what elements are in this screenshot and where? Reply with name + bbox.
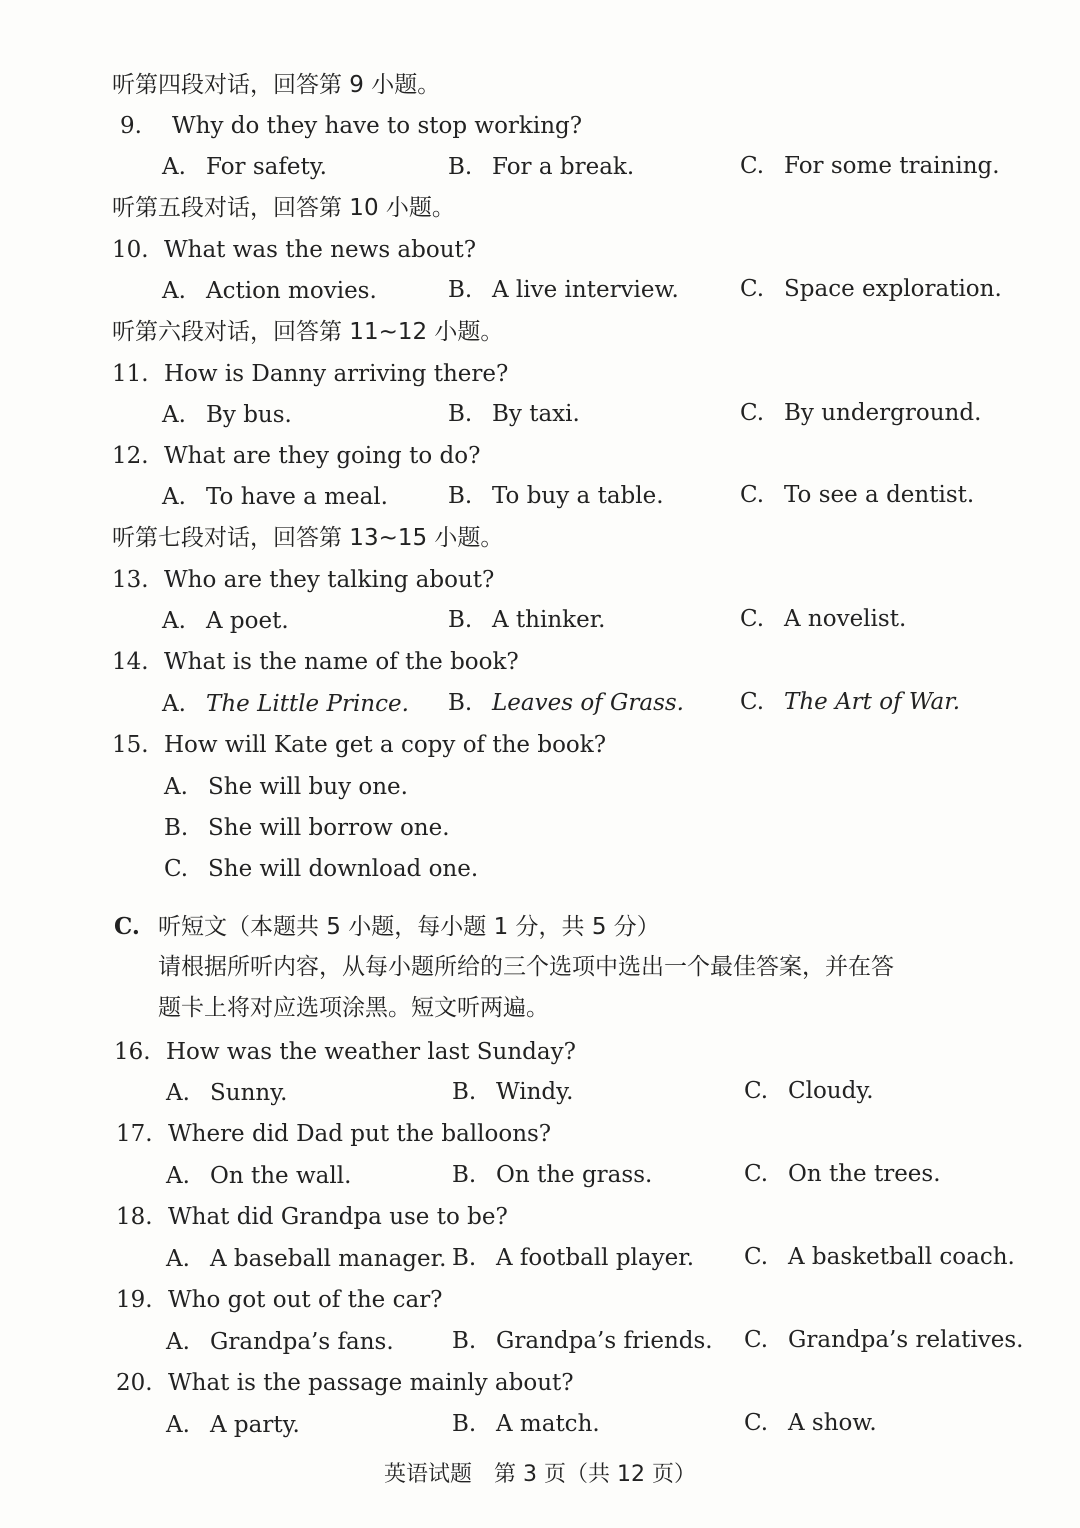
option-text: A party. <box>210 1412 300 1438</box>
option-text: Space exploration. <box>784 276 1002 302</box>
option-text: Sunny. <box>210 1080 288 1106</box>
option-text: Grandpa’s friends. <box>496 1328 713 1354</box>
option-c <box>164 854 478 884</box>
question-11 <box>112 359 508 389</box>
option-b <box>448 152 634 182</box>
option-letter: A. <box>162 154 186 180</box>
question-number: 20. <box>116 1370 153 1396</box>
option-b <box>452 1160 652 1190</box>
question-9 <box>120 111 582 141</box>
option-letter: C. <box>744 1244 769 1270</box>
option-c <box>740 274 1002 304</box>
option-text: Grandpa’s fans. <box>210 1329 394 1355</box>
question-text: How was the weather last Sunday? <box>166 1039 576 1065</box>
option-c <box>744 1242 1015 1272</box>
question-19 <box>116 1285 443 1315</box>
option-text: Windy. <box>496 1079 574 1105</box>
question-18 <box>116 1202 508 1232</box>
question-10 <box>112 235 476 265</box>
part-c-instruction: 题卡上将对应选项涂黑。短文听两遍。 <box>158 995 549 1021</box>
question-text: How is Danny arriving there? <box>164 361 509 387</box>
option-letter: C. <box>740 276 765 302</box>
question-17 <box>116 1119 551 1149</box>
option-letter: A. <box>166 1412 190 1438</box>
option-c <box>740 480 974 510</box>
option-text: Cloudy. <box>788 1078 874 1104</box>
option-text: She will borrow one. <box>208 815 450 841</box>
option-letter: A. <box>162 691 186 717</box>
option-text: She will buy one. <box>208 774 408 800</box>
option-letter: A. <box>166 1246 190 1272</box>
question-text: What did Grandpa use to be? <box>168 1204 508 1230</box>
option-a <box>162 400 292 430</box>
question-number: 16. <box>114 1039 151 1065</box>
option-c <box>744 1076 874 1106</box>
option-text: On the grass. <box>496 1162 653 1188</box>
question-15 <box>112 730 606 760</box>
option-letter: B. <box>448 607 473 633</box>
question-text: How will Kate get a copy of the book? <box>164 732 607 758</box>
option-letter: A. <box>162 608 186 634</box>
option-letter: C. <box>744 1078 769 1104</box>
option-text: A match. <box>496 1411 600 1437</box>
question-number: 10. <box>112 237 149 263</box>
option-text: A show. <box>788 1410 877 1436</box>
option-letter: A. <box>166 1080 190 1106</box>
option-text: A football player. <box>496 1245 695 1271</box>
option-letter: B. <box>448 690 473 716</box>
option-text: She will download one. <box>208 856 479 882</box>
option-text: For some training. <box>784 153 1000 179</box>
option-b <box>448 275 679 305</box>
option-letter: B. <box>452 1245 477 1271</box>
question-13 <box>112 565 494 595</box>
option-text: A poet. <box>206 608 289 634</box>
option-c <box>744 1159 941 1189</box>
option-letter: C. <box>740 153 765 179</box>
section-heading: 听第六段对话，回答第 11~12 小题。 <box>112 319 504 345</box>
question-16 <box>114 1037 576 1067</box>
question-number: 19. <box>116 1287 153 1313</box>
option-letter: C. <box>740 689 765 715</box>
option-letter: C. <box>740 606 765 632</box>
question-20 <box>116 1368 574 1398</box>
section-heading: 听第五段对话，回答第 10 小题。 <box>112 195 455 221</box>
option-b <box>452 1409 600 1439</box>
option-a <box>166 1244 446 1274</box>
option-text: To see a dentist. <box>784 482 975 508</box>
option-b <box>448 688 684 718</box>
option-text: To buy a table. <box>492 483 664 509</box>
option-text: For a break. <box>492 154 635 180</box>
option-c <box>740 604 906 634</box>
option-letter: A. <box>162 484 186 510</box>
option-a <box>166 1410 300 1440</box>
option-a <box>166 1327 394 1357</box>
option-text: By underground. <box>784 400 982 426</box>
option-letter: C. <box>740 400 765 426</box>
option-text: The Art of War. <box>784 689 961 715</box>
option-a <box>162 606 289 636</box>
option-letter: C. <box>164 856 189 882</box>
question-number: 12. <box>112 443 149 469</box>
option-c <box>740 687 960 717</box>
option-b <box>448 399 580 429</box>
question-text: Why do they have to stop working? <box>172 113 583 139</box>
option-c <box>744 1325 1023 1355</box>
option-a <box>162 276 377 306</box>
part-letter: C. <box>114 913 140 940</box>
option-letter: B. <box>448 154 473 180</box>
option-b <box>448 481 664 511</box>
question-12 <box>112 441 480 471</box>
option-text: By taxi. <box>492 401 580 427</box>
option-text: A novelist. <box>784 606 907 632</box>
option-text: Grandpa’s relatives. <box>788 1327 1024 1353</box>
option-text: A basketball coach. <box>788 1244 1015 1270</box>
option-letter: A. <box>162 402 186 428</box>
option-a <box>162 689 409 719</box>
option-text: A baseball manager. <box>210 1246 447 1272</box>
question-number: 18. <box>116 1204 153 1230</box>
part-title: 听短文（本题共 5 小题，每小题 1 分，共 5 分） <box>158 914 660 940</box>
option-b <box>448 605 605 635</box>
option-letter: B. <box>452 1162 477 1188</box>
question-text: Who got out of the car? <box>168 1287 443 1313</box>
option-letter: C. <box>744 1327 769 1353</box>
option-letter: A. <box>166 1163 190 1189</box>
option-letter: B. <box>452 1411 477 1437</box>
question-text: What are they going to do? <box>164 443 481 469</box>
question-text: Where did Dad put the balloons? <box>168 1121 552 1147</box>
option-a <box>164 772 408 802</box>
option-letter: B. <box>448 483 473 509</box>
option-letter: B. <box>164 815 189 841</box>
option-letter: B. <box>452 1079 477 1105</box>
option-text: On the wall. <box>210 1163 352 1189</box>
option-text: By bus. <box>206 402 292 428</box>
section-heading: 听第七段对话，回答第 13~15 小题。 <box>112 525 504 551</box>
option-b <box>452 1243 694 1273</box>
option-c <box>740 151 1000 181</box>
option-b <box>452 1326 713 1356</box>
option-text: A live interview. <box>492 277 679 303</box>
option-letter: C. <box>744 1161 769 1187</box>
option-a <box>166 1161 351 1191</box>
question-text: What is the name of the book? <box>164 649 519 675</box>
question-number: 14. <box>112 649 149 675</box>
part-c-heading <box>114 912 660 942</box>
question-text: What was the news about? <box>164 237 477 263</box>
option-text: Action movies. <box>206 278 377 304</box>
option-letter: B. <box>448 277 473 303</box>
option-b <box>164 813 450 843</box>
option-text: To have a meal. <box>206 484 388 510</box>
question-text: Who are they talking about? <box>164 567 495 593</box>
option-text: A thinker. <box>492 607 606 633</box>
question-number: 15. <box>112 732 149 758</box>
section-heading: 听第四段对话，回答第 9 小题。 <box>112 72 441 98</box>
option-letter: C. <box>744 1410 769 1436</box>
question-text: What is the passage mainly about? <box>168 1370 574 1396</box>
option-a <box>162 152 327 182</box>
question-number: 13. <box>112 567 149 593</box>
part-c-instruction: 请根据所听内容，从每小题所给的三个选项中选出一个最佳答案，并在答 <box>158 954 894 980</box>
option-letter: A. <box>164 774 188 800</box>
option-b <box>452 1077 573 1107</box>
page-footer: 英语试题 第 3 页（共 12 页） <box>384 1462 696 1487</box>
option-text: On the trees. <box>788 1161 941 1187</box>
option-letter: B. <box>448 401 473 427</box>
option-c <box>744 1408 877 1438</box>
option-text: The Little Prince. <box>206 691 409 717</box>
question-14 <box>112 647 519 677</box>
option-letter: C. <box>740 482 765 508</box>
option-a <box>162 482 388 512</box>
option-c <box>740 398 981 428</box>
question-number: 17. <box>116 1121 153 1147</box>
option-text: Leaves of Grass. <box>492 690 684 716</box>
option-text: For safety. <box>206 154 327 180</box>
question-number: 9. <box>120 113 142 139</box>
question-number: 11. <box>112 361 149 387</box>
option-letter: A. <box>166 1329 190 1355</box>
option-letter: B. <box>452 1328 477 1354</box>
option-letter: A. <box>162 278 186 304</box>
option-a <box>166 1078 287 1108</box>
